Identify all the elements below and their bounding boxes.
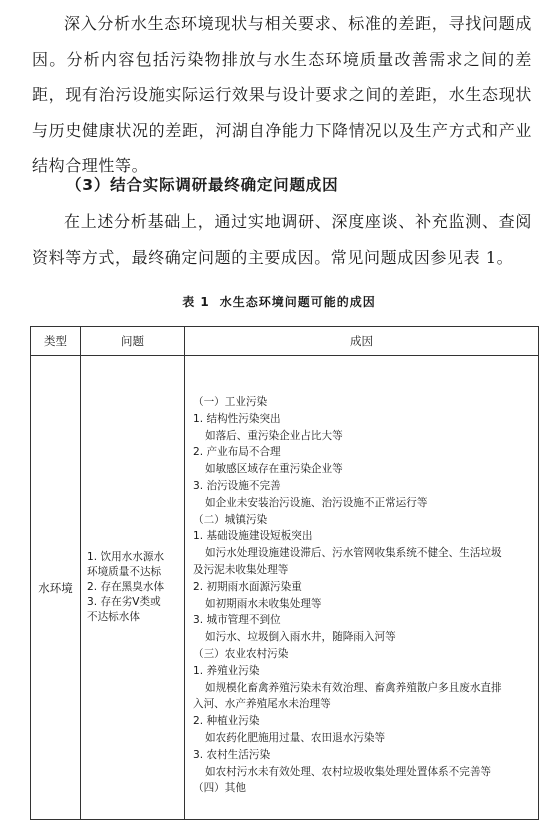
table-row — [31, 356, 539, 820]
cause-group-heading: （一）工业污染 — [193, 396, 268, 408]
cause-detail: 如初期雨水未收集处理等 — [205, 597, 322, 610]
table-caption — [0, 293, 558, 310]
cause-detail: 如污水处理设施建设滞后、污水管网收集系统不健全、生活垃圾 — [205, 547, 502, 560]
problem-line: 3. 存在劣Ⅴ类或 — [87, 596, 161, 608]
header-type: 类型 — [31, 327, 81, 356]
cause-group-heading: （二）城镇污染 — [193, 513, 268, 526]
cause-detail: 如规模化畜禽养殖污染未有效治理、畜禽养殖散户多且废水直排 — [205, 681, 502, 694]
cause-detail: 如企业未安装治污设施、治污设施不正常运行等 — [205, 496, 428, 509]
table-caption-title: 水生态环境问题可能的成因 — [219, 295, 376, 309]
cause-subheading: 3. 城市管理不到位 — [193, 614, 281, 627]
problem-line: 2. 存在黑臭水体 — [87, 581, 165, 593]
cause-group-heading: （三）农业农村污染 — [193, 647, 289, 660]
problem-line: 不达标水体 — [87, 611, 140, 623]
cause-subheading: 1. 基础设施建设短板突出 — [193, 530, 313, 543]
cause-subheading: 3. 治污设施不完善 — [193, 479, 281, 492]
table-caption-number: 表 1 — [182, 295, 210, 309]
cause-subheading: 2. 产业布局不合理 — [193, 446, 281, 459]
header-cause: 成因 — [185, 327, 539, 356]
cause-subheading: 1. 结构性污染突出 — [193, 412, 281, 425]
body-paragraph: 在上述分析基础上，通过实地调研、深度座谈、补充监测、查阅资料等方式，最终确定问题的主要成因。常见问题成因参见表 1。 — [32, 212, 532, 267]
cause-subheading: 2. 初期雨水面源污染重 — [193, 580, 302, 593]
cause-subheading: 2. 种植业污染 — [193, 715, 260, 728]
cause-detail: 入河、水产养殖尾水未治理等 — [193, 698, 331, 711]
header-problem: 问题 — [81, 327, 185, 356]
cause-detail: 如污水、垃圾倒入雨水井，随降雨入河等 — [205, 631, 396, 644]
cause-detail: 如农药化肥施用过量、农田退水污染等 — [205, 731, 386, 744]
problem-line: 环境质量不达标 — [87, 566, 162, 578]
causes-table — [30, 326, 539, 820]
cause-detail: 如农村污水未有效处理、农村垃圾收集处理处置体系不完善等 — [205, 765, 492, 778]
problem-cell — [81, 356, 185, 820]
cause-subheading: 1. 养殖业污染 — [193, 664, 260, 677]
cause-detail: 如落后、重污染企业占比大等 — [205, 429, 343, 442]
section-heading: （3）结合实际调研最终确定问题成因 — [66, 176, 339, 194]
problem-line: 1. 饮用水水源水 — [87, 551, 165, 563]
cause-detail: 如敏感区域存在重污染企业等 — [205, 463, 343, 476]
type-cell: 水环境 — [31, 356, 81, 820]
cause-subheading: 3. 农村生活污染 — [193, 748, 271, 761]
cause-group-heading: （四）其他 — [193, 782, 246, 795]
intro-paragraph: 深入分析水生态环境现状与相关要求、标准的差距，寻找问题成因。分析内容包括污染物排放与水生态环境质量改善需求之间的差距，现有治污设施实际运行效果与设计要求之间的差距，水生态现状与历史健康状况的差距，河湖自净能力下降情况以及生产方式和产业结构合理性等。 — [32, 14, 532, 175]
cause-cell — [185, 356, 539, 820]
cause-detail: 及污泥未收集处理等 — [193, 563, 289, 576]
table-header-row — [31, 327, 539, 356]
